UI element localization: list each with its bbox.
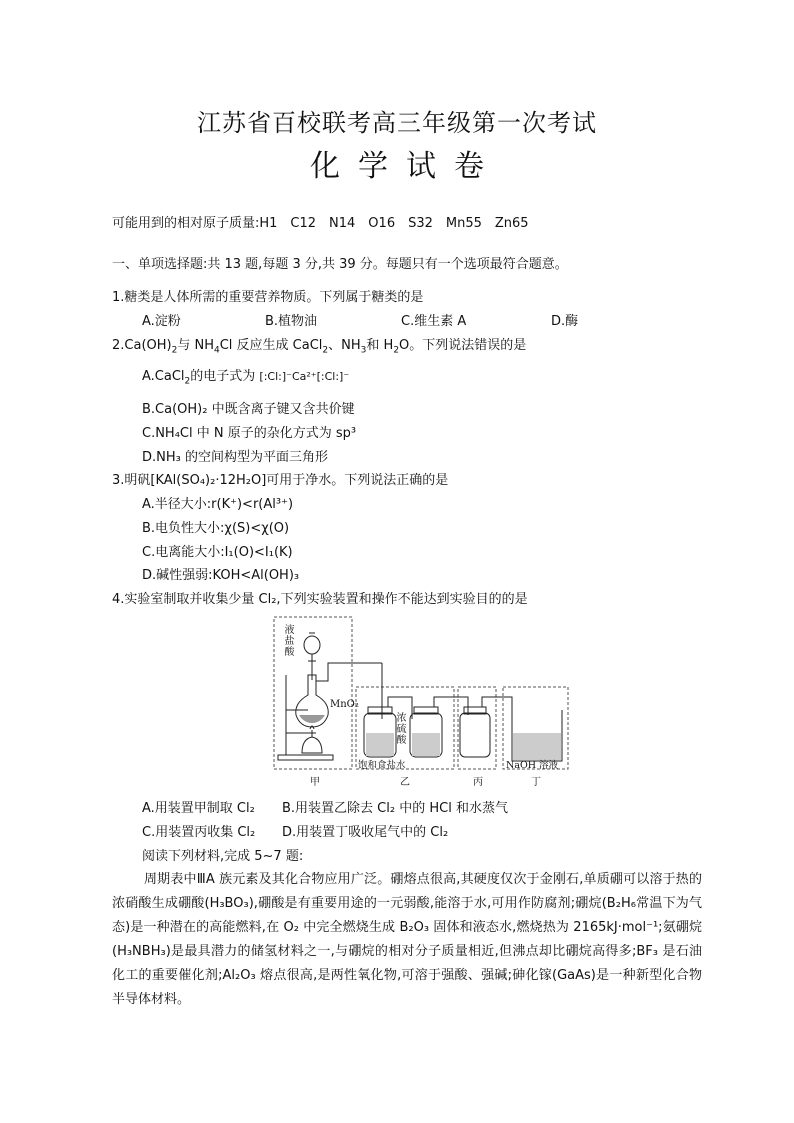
label-h2so4: 浓硫酸 (396, 713, 407, 746)
stand-base (278, 755, 333, 760)
delivery-tube (316, 663, 382, 681)
q3-option-a: A.半径大小:r(K⁺)<r(Al³⁺) (142, 497, 294, 512)
q2-option-a: A.CaCl$_2$的电子式为 [:Cl:]⁻Ca²⁺[:Cl:]⁻ (142, 369, 350, 387)
q2-option-d: D.NH₃ 的空间构型为平面三角形 (142, 450, 328, 465)
q1-option-b: B.植物油 (265, 314, 318, 329)
q2-option-c: C.NH₄Cl 中 N 原子的杂化方式为 sp³ (142, 426, 357, 441)
section-heading: 一、单项选择题:共 13 题,每题 3 分,共 39 分。每题只有一个选项最符合题意。 (112, 257, 568, 272)
alcohol-lamp (302, 737, 322, 753)
q4-option-d: D.用装置丁吸收尾气中的 Cl₂ (282, 825, 449, 840)
q1-option-d: D.酶 (551, 314, 579, 329)
label-acid: 液盐酸 (284, 625, 295, 658)
label-yi: 乙 (400, 777, 410, 788)
exam-subtitle: 化学试卷 (310, 149, 502, 184)
label-brine: 饱和食盐水 (358, 760, 406, 771)
q3-option-c: C.电离能大小:I₁(O)<I₁(K) (142, 545, 293, 560)
q4-option-c: C.用装置丙收集 Cl₂ (142, 825, 256, 840)
reading-passage: 周期表中ⅢA 族元素及其化合物应用广泛。硼熔点很高,其硬度仅次于金刚石,单质硼可以溶于热的浓硝酸生成硼酸(H₃BO₃),硼酸是有重要用途的一元弱酸,能溶于水,可用作防腐剂;硼烷(B₂H₆常温下为气态)是一种潜在的高能燃料,在 O₂ 中完全燃烧生成 B₂O₃ 固体和液态水,燃烧热为 2165kJ·mol⁻¹;氨硼烷(H₃NBH₃)是最具潜力的储氢材料之一,与硼烷的相对分子质量相近,但沸点却比硼烷高得多;BF₃ 是石油化工的重要催化剂;Al₂O₃ 熔点很高,是两性氧化物,可溶于强酸、强碱;砷化镓(GaAs)是一种新型化合物半导体材料。 (112, 872, 702, 1007)
q2-option-b: B.Ca(OH)₂ 中既含离子键又含共价键 (142, 402, 355, 417)
atomic-masses: 可能用到的相对原子质量:H1 C12 N14 O16 S32 Mn55 Zn65 (112, 216, 529, 231)
q3-option-b: B.电负性大小:χ(S)<χ(O) (142, 521, 290, 536)
funnel-bulb (304, 636, 320, 654)
label-mno2: MnO₂ (330, 699, 359, 710)
apparatus-figure (272, 615, 572, 788)
q1-option-c: C.维生素 A (401, 314, 467, 329)
label-ding: 丁 (531, 777, 541, 788)
q1-option-a: A.淀粉 (142, 314, 181, 329)
label-naoh: NaOH 溶液 (506, 760, 559, 771)
q4-stem: 4.实验室制取并收集少量 Cl₂,下列实验装置和操作不能达到实验目的的是 (112, 592, 528, 607)
q3-option-d: D.碱性强弱:KOH<Al(OH)₃ (142, 568, 300, 583)
exam-title: 江苏省百校联考高三年级第一次考试 (197, 109, 597, 137)
q3-stem: 3.明矾[KAl(SO₄)₂·12H₂O]可用于净水。下列说法正确的是 (112, 473, 449, 488)
label-bing: 丙 (473, 777, 483, 788)
electron-formula: [:Cl:]⁻Ca²⁺[:Cl:]⁻ (259, 370, 350, 383)
q1-stem: 1.糖类是人体所需的重要营养物质。下列属于糖类的是 (112, 290, 424, 305)
collecting-bottle (460, 713, 490, 757)
q4-option-a: A.用装置甲制取 Cl₂ (142, 801, 255, 816)
label-jia: 甲 (310, 777, 320, 788)
reading-instruction: 阅读下列材料,完成 5~7 题: (142, 849, 304, 864)
q2-stem: $2.Ca(OH)_2$与 $NH_4Cl$ 反应生成 CaCl$_2$、$NH_3$和 $H_2O$。下列说法错误的是 (112, 338, 527, 356)
q4-option-b: B.用装置乙除去 Cl₂ 中的 HCl 和水蒸气 (282, 801, 508, 816)
